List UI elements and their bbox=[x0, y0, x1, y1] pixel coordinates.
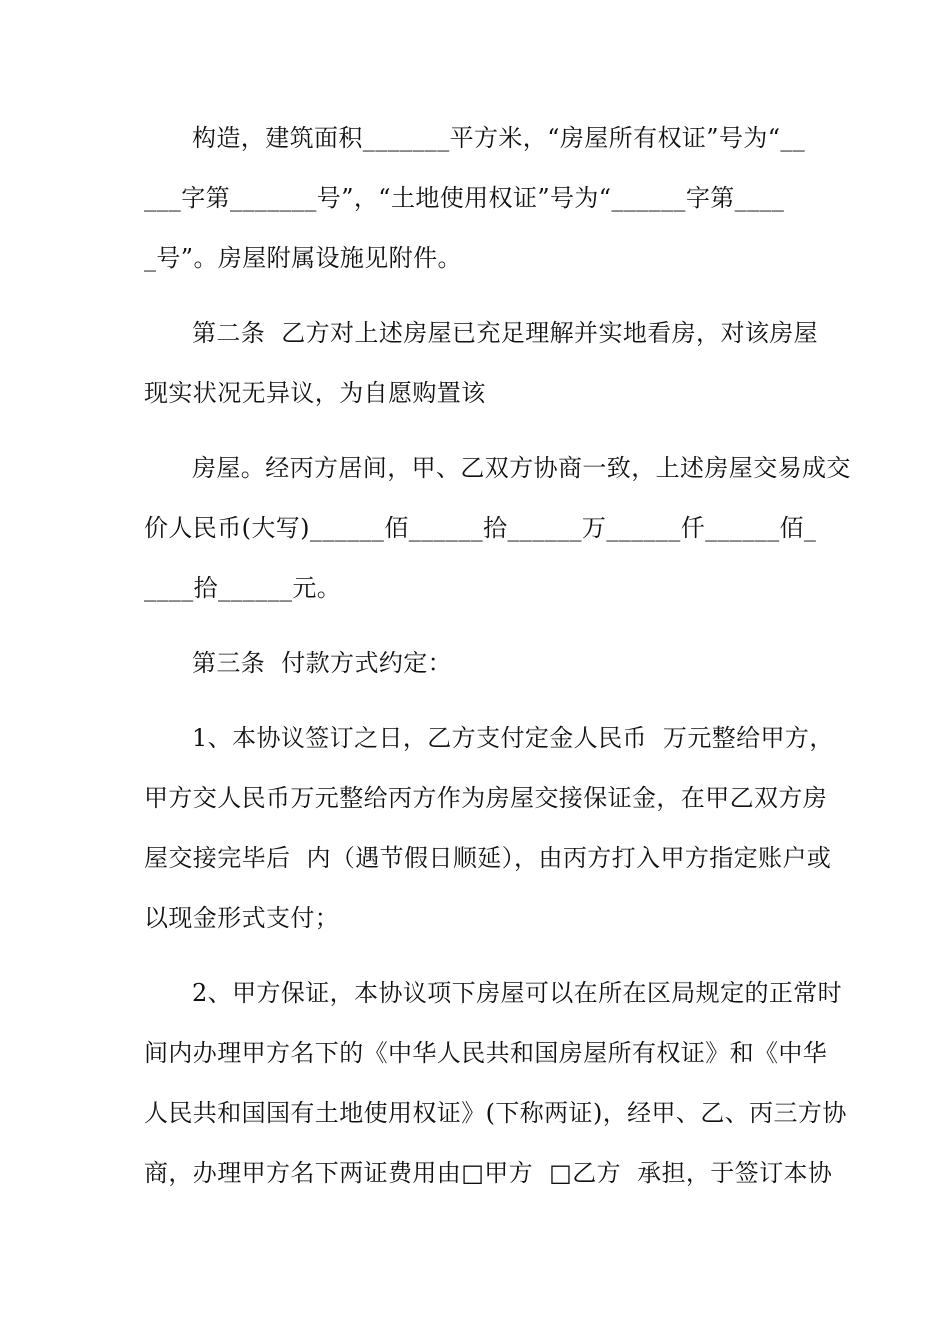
paragraph-line: ____拾______元。 bbox=[144, 574, 342, 602]
paragraph-line: 现实状况无异议，为自愿购置该 bbox=[144, 379, 486, 407]
paragraph-line: ___字第_______号”，“土地使用权证”号为“______字第____ bbox=[144, 184, 785, 212]
clause-line: 2、甲方保证，本协议项下房屋可以在所在区局规定的正常时 bbox=[192, 979, 843, 1007]
clause-line: 间内办理甲方名下的《中华人民共和国房屋所有权证》和《中华 bbox=[144, 1039, 828, 1067]
clause-line: 人民共和国国有土地使用权证》(下称两证)，经甲、乙、丙三方协 bbox=[144, 1099, 847, 1127]
clause-line: 1、本协议签订之日，乙方支付定金人民币 万元整给甲方， bbox=[192, 724, 834, 752]
clause-line: 商，办理甲方名下两证费用由□甲方 □乙方 承担，于签订本协 bbox=[144, 1159, 833, 1187]
paragraph-line: _号”。房屋附属设施见附件。 bbox=[144, 244, 462, 272]
paragraph-line: 价人民币(大写)______佰______拾______万______仟______佰_ bbox=[144, 514, 817, 542]
clause-line: 屋交接完毕后 内（遇节假日顺延），由丙方打入甲方指定账户或 bbox=[144, 844, 832, 872]
article-heading-line: 第三条 付款方式约定： bbox=[192, 649, 453, 677]
clause-line: 甲方交人民币万元整给丙方作为房屋交接保证金，在甲乙双方房 bbox=[144, 784, 828, 812]
paragraph-line: 房屋。经丙方居间，甲、乙双方协商一致，上述房屋交易成交 bbox=[192, 454, 851, 482]
paragraph-line: 构造，建筑面积_______平方米，“房屋所有权证”号为“__ bbox=[192, 124, 806, 152]
clause-line: 以现金形式支付； bbox=[144, 904, 340, 932]
article-heading-line: 第二条 乙方对上述房屋已充足理解并实地看房，对该房屋 bbox=[192, 319, 819, 347]
